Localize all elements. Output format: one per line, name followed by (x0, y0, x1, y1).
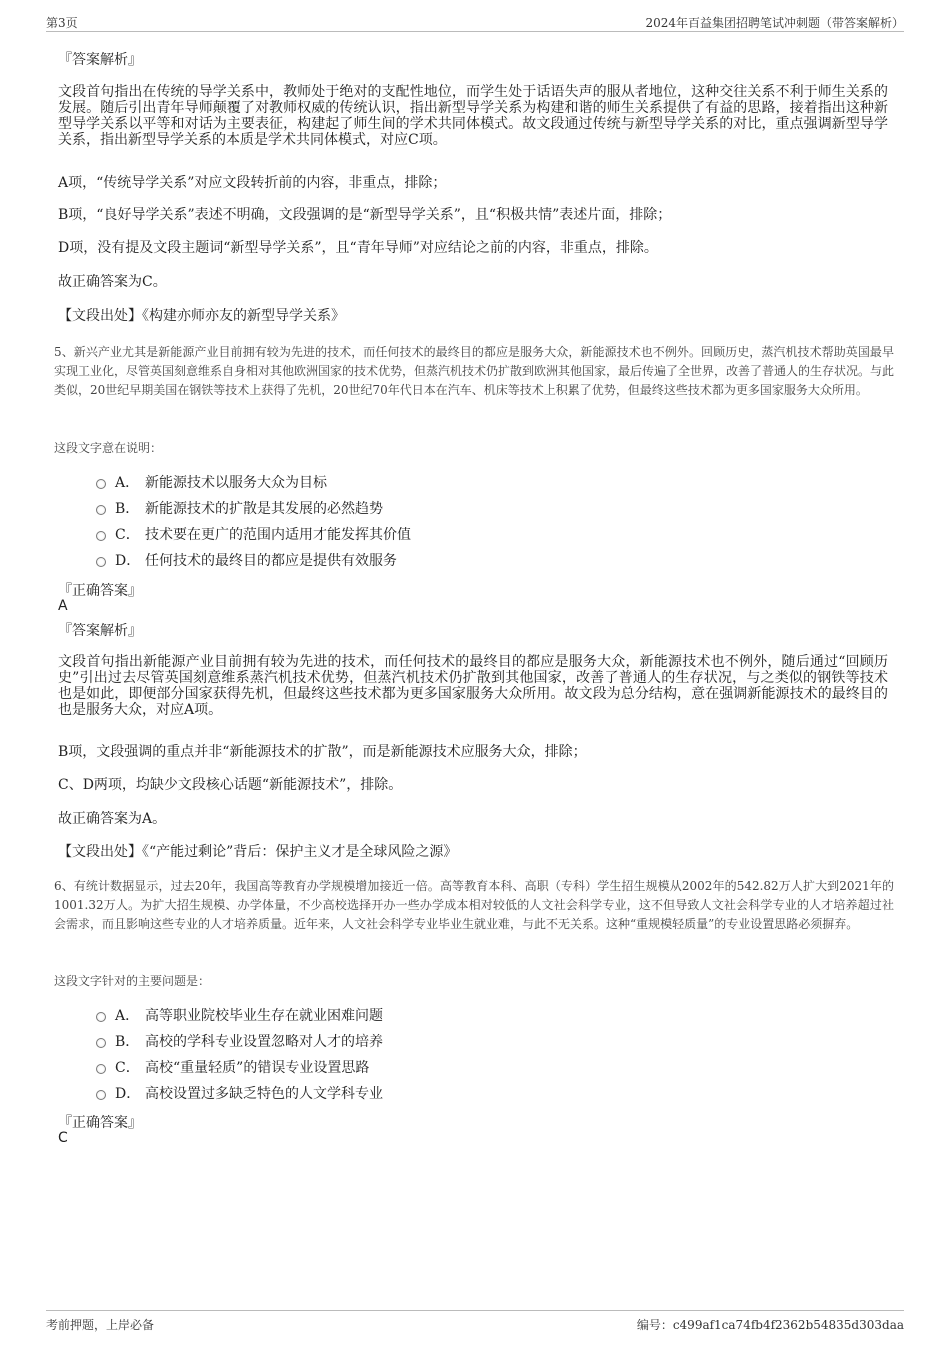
passage-source: 【文段出处】《构建亦师亦友的新型导学关系》 (58, 308, 345, 324)
footer-slogan: 考前押题，上岸必备 (46, 1318, 155, 1332)
question-6-option-d[interactable]: D． 高校设置过多缺乏特色的人文学科专业 (96, 1083, 383, 1103)
radio-icon[interactable] (96, 479, 106, 489)
analysis-label: 『答案解析』 (58, 52, 142, 68)
option-d-explanation: D项，没有提及文段主题词“新型导学关系”，且“青年导师”对应结论之前的内容，非重点，排除。 (58, 240, 658, 256)
document-title: 2024年百益集团招聘笔试冲刺题（带答案解析） (645, 16, 904, 30)
option-cd-explanation: C、D两项，均缺少文段核心话题“新能源技术”，排除。 (58, 777, 403, 793)
radio-icon[interactable] (96, 1012, 106, 1022)
correct-answer-value: A (58, 598, 68, 614)
radio-icon[interactable] (96, 531, 106, 541)
question-5-option-b[interactable]: B． 新能源技术的扩散是其发展的必然趋势 (96, 498, 383, 518)
answer-conclusion: 故正确答案为A。 (58, 811, 167, 827)
question-6-option-a[interactable]: A． 高等职业院校毕业生存在就业困难问题 (96, 1005, 383, 1025)
page-header (46, 12, 904, 32)
analysis-label: 『答案解析』 (58, 623, 142, 639)
radio-icon[interactable] (96, 505, 106, 515)
answer-conclusion: 故正确答案为C。 (58, 274, 167, 290)
correct-answer-label: 『正确答案』 (58, 1115, 142, 1131)
question-6-text: 6、有统计数据显示，过去20年，我国高等教育办学规模增加接近一倍。高等教育本科、高职（专科）学生招生规模从2002年的542.82万人扩大到2021年的1001.32万人。为扩大招生规模、办学体量，不少高校选择开办一些办学成本相对较低的人文社会科学专业，这不但导致人文社会科学专业的人才培养超过社会需求，而且影响这些专业的人才培养质量。近年来，人文社会科学专业毕业生就业难，与此不无关系。这种“重规模轻质量”的专业设置思路必须摒弃。 (54, 879, 894, 931)
radio-icon[interactable] (96, 557, 106, 567)
document-code: 编号：c499af1ca74fb4f2362b54835d303daa (636, 1318, 904, 1332)
page-footer (46, 1310, 904, 1332)
question-5-option-c[interactable]: C． 技术要在更广的范围内适用才能发挥其价值 (96, 524, 411, 544)
passage-source: 【文段出处】《“产能过剩论”背后：保护主义才是全球风险之源》 (58, 844, 458, 860)
question-5-option-a[interactable]: A． 新能源技术以服务大众为目标 (96, 472, 327, 492)
correct-answer-value: C (58, 1130, 68, 1146)
question-6-prompt: 这段文字针对的主要问题是： (54, 974, 211, 988)
option-b-explanation: B项，文段强调的重点并非“新能源技术的扩散”，而是新能源技术应服务大众，排除； (58, 744, 587, 760)
radio-icon[interactable] (96, 1064, 106, 1074)
question-5-option-d[interactable]: D． 任何技术的最终目的都应是提供有效服务 (96, 550, 397, 570)
option-b-explanation: B项，“良好导学关系”表述不明确，文段强调的是“新型导学关系”，且“积极共情”表述片面，排除； (58, 207, 672, 223)
radio-icon[interactable] (96, 1038, 106, 1048)
analysis-paragraph: 文段首句指出新能源产业目前拥有较为先进的技术，而任何技术的最终目的都应是服务大众，新能源技术也不例外，随后通过“回顾历史”引出过去尽管英国刻意维系蒸汽机技术优势，但蒸汽机技术仍扩散到其他国家，改善了普通人的生存状况，与之类似的钢铁等技术也是如此，即便部分国家获得先机，但最终这些技术都为更多国家服务大众所用。故文段为总分结构，意在强调新能源技术的最终目的也是服务大众，对应A项。 (58, 654, 888, 718)
analysis-paragraph: 文段首句指出在传统的导学关系中，教师处于绝对的支配性地位，而学生处于话语失声的服从者地位，这种交往关系不利于师生关系的发展。随后引出青年导师颠覆了对教师权威的传统认识，指出新型导学关系为构建和谐的师生关系提供了有益的思路，接着指出这种新型导学关系以平等和对话为主要表征，构建起了师生间的学术共同体模式。故文段通过传统与新型导学关系的对比，重点强调新型导学关系，指出新型导学关系的本质是学术共同体模式，对应C项。 (58, 84, 888, 148)
page-number: 第3页 (46, 16, 78, 30)
option-a-explanation: A项，“传统导学关系”对应文段转折前的内容，非重点，排除； (58, 175, 447, 191)
question-6-option-c[interactable]: C． 高校“重量轻质”的错误专业设置思路 (96, 1057, 369, 1077)
correct-answer-label: 『正确答案』 (58, 583, 142, 599)
question-6-option-b[interactable]: B． 高校的学科专业设置忽略对人才的培养 (96, 1031, 383, 1051)
radio-icon[interactable] (96, 1090, 106, 1100)
question-5-prompt: 这段文字意在说明： (54, 441, 163, 455)
question-5-text: 5、新兴产业尤其是新能源产业目前拥有较为先进的技术，而任何技术的最终目的都应是服务大众，新能源技术也不例外。回顾历史，蒸汽机技术帮助英国最早实现工业化，尽管英国刻意维系自身相对其他欧洲国家的技术优势，但蒸汽机技术仍扩散到欧洲其他国家，最后传遍了全世界，改善了普通人的生存状况。与此类似，20世纪早期美国在钢铁等技术上获得了先机，20世纪70年代日本在汽车、机床等技术上积累了优势，但最终这些技术都为更多国家服务大众所用。 (54, 345, 895, 397)
